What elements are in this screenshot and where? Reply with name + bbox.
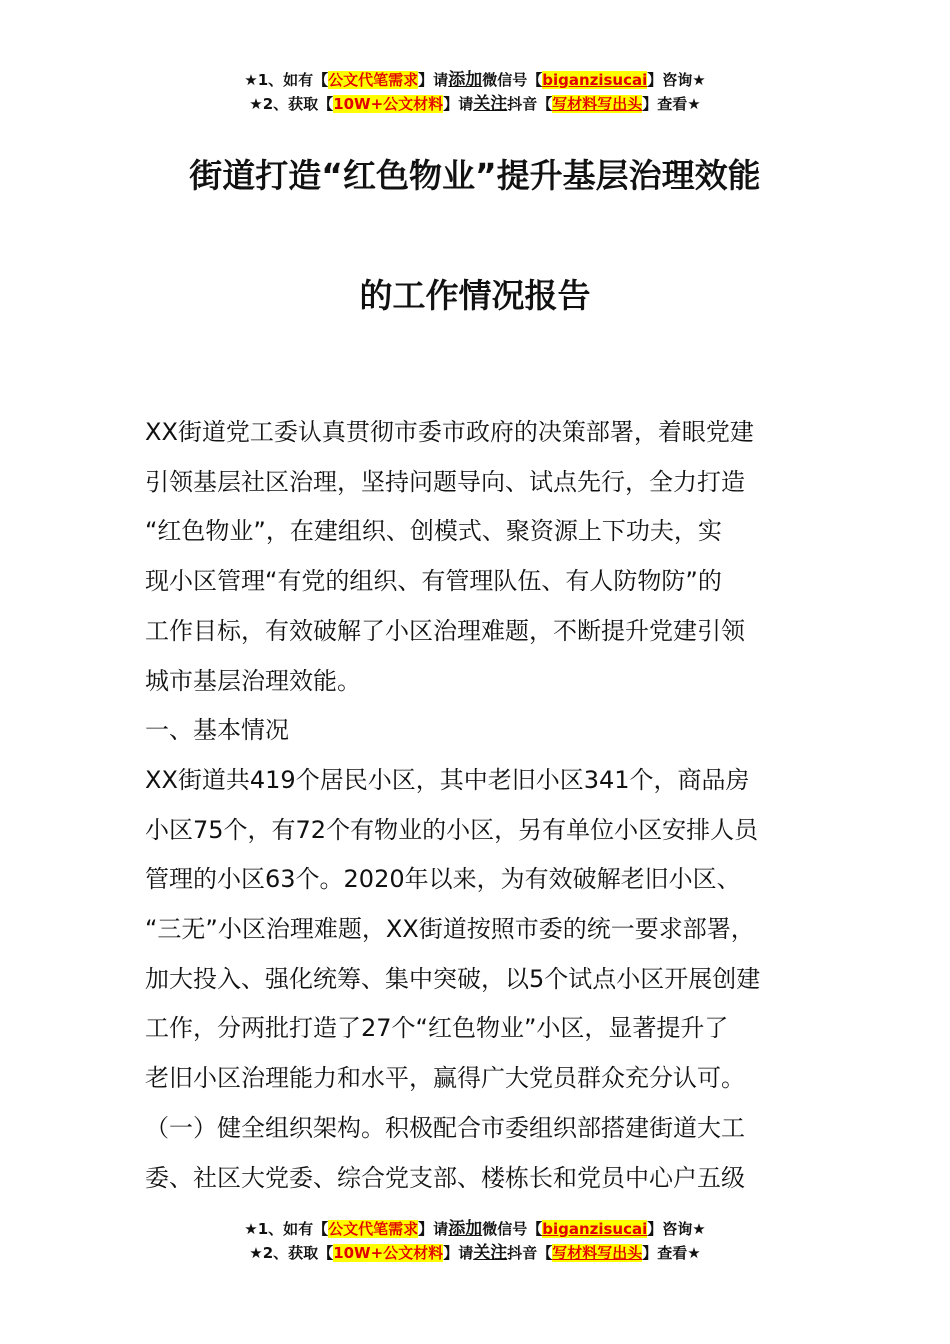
wechat-id: biganzisucai: [542, 1220, 648, 1238]
wechat-id: biganzisucai: [542, 71, 648, 89]
text: 】请: [418, 1220, 449, 1238]
text: 】查看★: [642, 95, 701, 113]
body-line: 加大投入、强化统筹、集中突破，以5个试点小区开展创建: [145, 964, 761, 993]
emphasis: 关注: [473, 94, 508, 114]
promo-line-2: [0, 1241, 950, 1265]
emphasis: 添加: [448, 70, 483, 90]
text: 】咨询★: [647, 1220, 706, 1238]
document-title-line-2: 的工作情况报告: [359, 276, 591, 315]
body-line: XX街道党工委认真贯彻市委市政府的决策部署，着眼党建: [145, 418, 754, 446]
text: 】请: [443, 1244, 474, 1262]
body-line: 小区75个，有72个有物业的小区，另有单位小区安排人员: [145, 815, 759, 844]
body-line: 城市基层治理效能。: [145, 666, 361, 695]
highlight: 公文代笔需求: [328, 71, 419, 89]
body-line: 管理的小区63个。2020年以来，为有效破解老旧小区、: [145, 865, 741, 894]
text: ★2、获取【: [249, 95, 334, 113]
highlight: 公文代笔需求: [328, 1220, 419, 1238]
body-line: “三无”小区治理难题，XX街道按照市委的统一要求部署，: [145, 915, 755, 944]
text: 】请: [418, 71, 449, 89]
text: 抖音【: [507, 1244, 553, 1262]
text: 微信号【: [482, 71, 543, 89]
body-line: 工作目标，有效破解了小区治理难题，不断提升党建引领: [145, 616, 745, 645]
body-line: XX街道共419个居民小区，其中老旧小区341个，商品房: [145, 765, 750, 794]
document-title-line-1: 街道打造“红色物业”提升基层治理效能: [189, 156, 761, 195]
body-line: 委、社区大党委、综合党支部、楼栋长和党员中心户五级: [145, 1163, 745, 1192]
body-line: 工作，分两批打造了27个“红色物业”小区，显著提升了: [145, 1014, 729, 1043]
promo-line-2: [0, 92, 950, 116]
text: 】查看★: [642, 1244, 701, 1262]
highlight: 10W+公文材料: [333, 95, 444, 113]
highlight: 10W+公文材料: [333, 1244, 444, 1262]
emphasis: 添加: [448, 1219, 483, 1239]
document-body: [145, 408, 845, 1203]
body-line: 一、基本情况: [145, 716, 289, 745]
text: 】咨询★: [647, 71, 706, 89]
promo-line-1: [0, 68, 950, 92]
body-line: 现小区管理“有党的组织、有管理队伍、有人防物防”的: [145, 567, 722, 596]
text: ★2、获取【: [249, 1244, 334, 1262]
body-line: 老旧小区治理能力和水平，赢得广大党员群众充分认可。: [145, 1064, 745, 1093]
promo-line-1: [0, 1217, 950, 1241]
body-line: 引领基层社区治理，坚持问题导向、试点先行，全力打造: [145, 467, 745, 496]
text: ★1、如有【: [244, 1220, 329, 1238]
emphasis: 关注: [473, 1243, 508, 1263]
promo-banner-bottom: [0, 1217, 950, 1265]
douyin-id: 写材料写出头: [552, 95, 643, 113]
text: 微信号【: [482, 1220, 543, 1238]
text: 】请: [443, 95, 474, 113]
douyin-id: 写材料写出头: [552, 1244, 643, 1262]
promo-banner-top: [0, 68, 950, 116]
text: 抖音【: [507, 95, 553, 113]
body-line: “红色物业”，在建组织、创模式、聚资源上下功夫，实: [145, 517, 722, 546]
body-line: （一）健全组织架构。积极配合市委组织部搭建街道大工: [145, 1113, 745, 1142]
text: ★1、如有【: [244, 71, 329, 89]
